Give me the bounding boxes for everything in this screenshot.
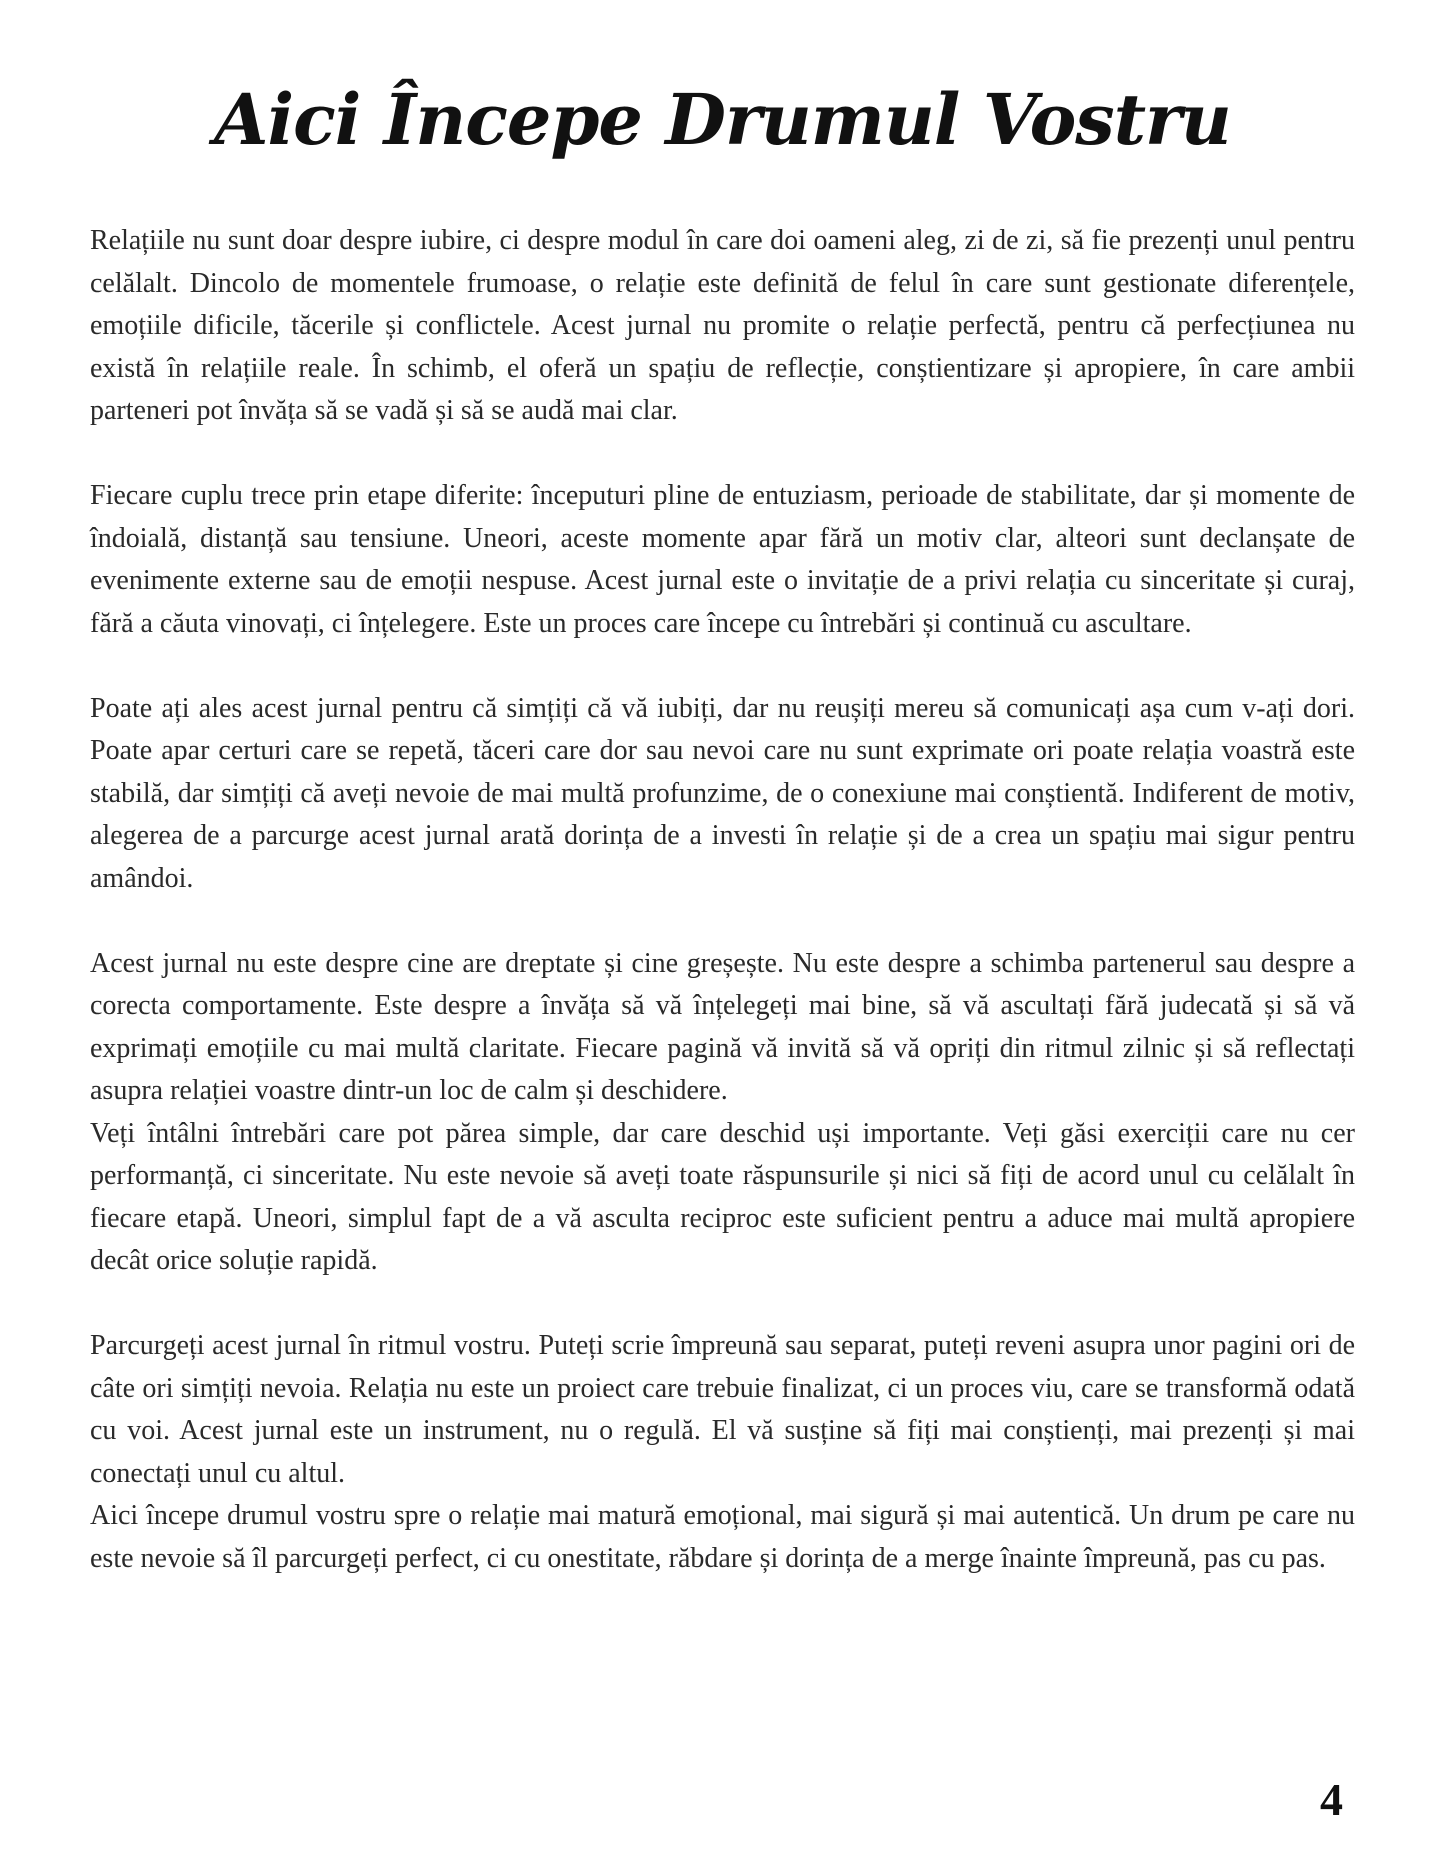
paragraph-7: Aici începe drumul vostru spre o relație mai matură emoțional, mai sigură și mai autentică. Un drum pe care nu este nevoie să îl parcurgeți perfect, ci cu onestitate, răbdare și dorința de a merge înainte împreună, pas cu pas. — [90, 1500, 1355, 1574]
paragraph-6: Parcurgeți acest jurnal în ritmul vostru. Puteți scrie împreună sau separat, puteți reveni asupra unor pagini ori de câte ori simțiți nevoia. Relația nu este un proiect care trebuie finalizat, ci un proces viu, care se transformă odată cu voi. Acest jurnal este un instrument, nu o regulă. El vă susține să fiți mai conștienți, mai prezenți și mai conectați unul cu altul. — [90, 1330, 1355, 1489]
page-number: 4 — [1320, 1774, 1343, 1825]
page-title: Aici Începe Drumul Vostru — [214, 78, 1231, 161]
paragraph-1: Relațiile nu sunt doar despre iubire, ci despre modul în care doi oameni aleg, zi de zi, să fie prezenți unul pentru celălalt. Dincolo de momentele frumoase, o relație este definită de felul în care sunt gestionate diferențele, emoțiile dificile, tăcerile și conflictele. Acest jurnal nu promite o relație perfectă, pentru că perfecțiunea nu există în relațiile reale. În schimb, el oferă un spațiu de reflecție, conștientizare și apropiere, în care ambii parteneri pot învăța să se vadă și să se audă mai clar. — [90, 225, 1355, 426]
paragraph-5: Veți întâlni întrebări care pot părea simple, dar care deschid uși importante. Veți găsi exerciții care nu cer performanță, ci sinceritate. Nu este nevoie să aveți toate răspunsurile și nici să fiți de acord unul cu celălalt în fiecare etapă. Uneori, simplul fapt de a vă asculta reciproc este suficient pentru a aduce mai multă apropiere decât orice soluție rapidă. — [90, 1117, 1355, 1276]
paragraph-3: Poate ați ales acest jurnal pentru că simțiți că vă iubiți, dar nu reușiți mereu să comunicați așa cum v-ați dori. Poate apar certuri care se repetă, tăceri care dor sau nevoi care nu sunt exprimate ori poate relația voastră este stabilă, dar simțiți că aveți nevoie de mai multă profunzime, de o conexiune mai conștientă. Indiferent de motiv, alegerea de a parcurge acest jurnal arată dorința de a investi în relație și de a crea un spațiu mai sigur pentru amândoi. — [90, 692, 1355, 894]
paragraph-4: Acest jurnal nu este despre cine are dreptate și cine greșește. Nu este despre a schimba partenerul sau despre a corecta comportamente. Este despre a învăța să vă înțelegeți mai bine, să vă ascultați fără judecată și să vă exprimați emoțiile cu mai multă claritate. Fiecare pagină vă invită să vă opriți din ritmul zilnic și să reflectați asupra relației voastre dintr-un loc de calm și deschidere. — [90, 947, 1355, 1106]
body-text — [90, 220, 1355, 1580]
paragraph-2: Fiecare cuplu trece prin etape diferite: începuturi pline de entuziasm, perioade de stabilitate, dar și momente de îndoială, distanță sau tensiune. Uneori, aceste momente apar fără un motiv clar, alteori sunt declanșate de evenimente externe sau de emoții nespuse. Acest jurnal este o invitație de a privi relația cu sinceritate și curaj, fără a căuta vinovați, ci înțelegere. Este un proces care începe cu întrebări și continuă cu ascultare. — [90, 480, 1355, 639]
